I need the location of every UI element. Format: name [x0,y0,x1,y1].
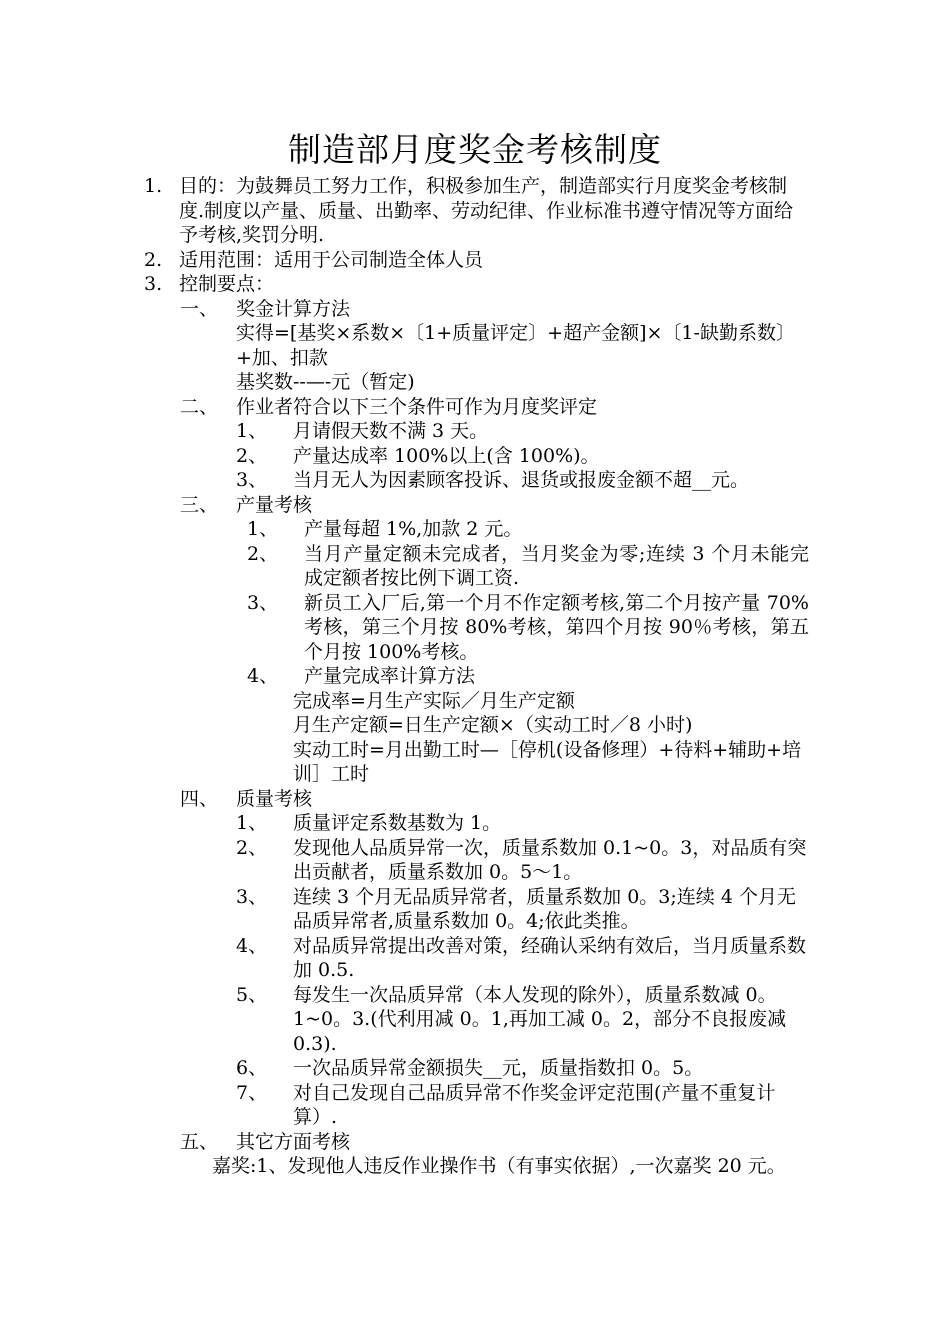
part-heading: 其它方面考核 [236,1130,351,1153]
section-scope [0,248,950,273]
item-number: 2、 [236,444,268,467]
item-text: 当月产量定额未完成者，当月奖金为零;连续 3 个月未能完成定额者按比例下调工资. [304,542,809,589]
list-item [0,1056,950,1081]
item-number: 4、 [247,665,279,687]
item-number: 4、 [236,934,268,957]
section-text: 适用范围：适用于公司制造全体人员 [179,248,484,271]
list-item [0,517,950,542]
part-quality-assessment [0,787,950,812]
list-item [0,836,950,885]
item-text: 对品质异常提出改善对策，经确认采纳有效后，当月质量系数加 0.5. [293,934,807,981]
item-number: 1、 [236,420,268,442]
list-item [0,419,950,444]
item-text: 每发生一次品质异常（本人发现的除外），质量系数减 0。1~0。3.(代利用减 0。1,再加工减 0。2，部分不良报废减 0.3). [293,983,787,1055]
formula-line [0,689,950,714]
list-item [0,885,950,934]
list-item [0,1081,950,1130]
document-title: 制造部月度奖金考核制度 [288,130,662,169]
part-number: 四、 [180,787,219,810]
part-heading: 作业者符合以下三个条件可作为月度奖评定 [236,395,598,418]
list-item [0,983,950,1057]
part-eligibility [0,395,950,420]
item-text: 发现他人品质异常一次，质量系数加 0.1~0。3，对品质有突出贡献者，质量系数加 0。5～1。 [293,836,807,883]
section-number: 1. [144,175,163,197]
item-text: 产量每超 1%,加款 2 元。 [304,518,523,540]
bonus-rule-text: 嘉奖:1、发现他人违反作业操作书（有事实依据）,一次嘉奖 20 元。 [212,1155,786,1177]
item-text: 对自己发现自己品质异常不作奖金评定范围(产量不重复计算）. [293,1081,776,1128]
item-text: 质量评定系数基数为 1。 [293,812,502,834]
bonus-rule [0,1154,950,1179]
part-heading: 质量考核 [236,787,313,810]
item-number: 3、 [236,469,268,491]
base-bonus-text: 基奖数--—-元（暂定) [236,371,415,393]
item-text: 连续 3 个月无品质异常者，质量系数加 0。3;连续 4 个月无品质异常者,质量系数加 0。4;依此类推。 [293,885,796,932]
formula-text: 月生产定额=日生产定额×（实动工时／8 小时) [293,714,693,736]
list-item [0,664,950,689]
item-number: 1、 [236,812,268,834]
part-number: 一、 [180,297,219,320]
section-text: 目的：为鼓舞员工努力工作，积极参加生产，制造部实行月度奖金考核制度.制度以产量、质量、出勤率、劳动纪律、作业标准书遵守情况等方面给予考核,奖罚分明. [179,175,794,246]
item-text: 月请假天数不满 3 天。 [293,420,489,442]
list-item [0,444,950,469]
part-other-assessment [0,1130,950,1155]
section-number: 3. [144,273,163,295]
section-text: 控制要点： [179,273,275,295]
formula-text: 实动工时=月出勤工时—［停机(设备修理）+待料+辅助+培训］工时 [293,738,802,785]
part-number: 三、 [180,493,219,516]
section-number: 2. [144,248,163,271]
item-text: 产量达成率 100%以上(含 100%)。 [293,444,600,467]
formula-line [0,738,950,787]
document-body [0,174,950,1179]
item-text: 产量完成率计算方法 [304,665,476,687]
item-number: 5、 [236,983,268,1006]
list-item [0,811,950,836]
formula-text: 完成率=月生产实际／月生产定额 [293,689,575,712]
list-item [0,542,950,591]
section-purpose [0,174,950,248]
part-number: 五、 [180,1130,219,1153]
item-text: 当月无人为因素顾客投诉、退货或报废金额不超__元。 [293,469,750,491]
part-heading: 产量考核 [236,493,313,516]
item-number: 3、 [236,885,268,908]
part-heading: 奖金计算方法 [236,297,351,320]
item-text: 新员工入厂后,第一个月不作定额考核,第二个月按产量 70%考核，第三个月按 80%考核，第四个月按 90％考核，第五个月按 100%考核。 [304,591,809,663]
item-text: 一次品质异常金额损失__元，质量指数扣 0。5。 [293,1057,704,1079]
list-item [0,934,950,983]
bonus-formula-text: 实得=[基奖×系数×〔1+质量评定〕+超产金额]×〔1-缺勤系数〕+加、扣款 [236,322,795,369]
part-output-assessment [0,493,950,518]
item-number: 6、 [236,1057,268,1079]
item-number: 7、 [236,1081,268,1104]
item-number: 1、 [247,518,279,540]
item-number: 2、 [236,836,268,859]
formula-line [0,713,950,738]
part-bonus-calculation [0,297,950,322]
list-item [0,468,950,493]
item-number: 3、 [247,591,279,614]
list-item [0,591,950,665]
section-control-points [0,272,950,297]
base-bonus [0,370,950,395]
item-number: 2、 [247,542,279,565]
part-number: 二、 [180,395,219,418]
bonus-formula [0,321,950,370]
